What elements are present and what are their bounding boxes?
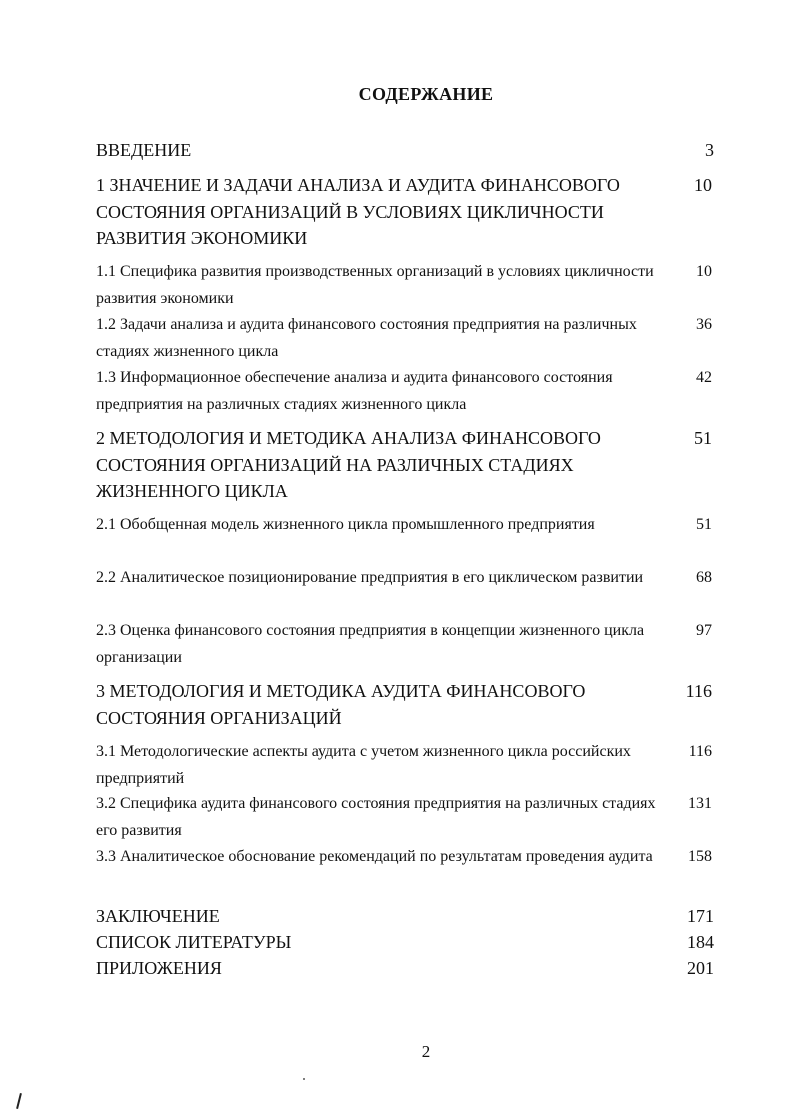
toc-entry-section-2-3 [96, 618, 726, 671]
toc-page: 184 [687, 932, 714, 952]
toc-label: 3 МЕТОДОЛОГИЯ И МЕТОДИКА АУДИТА ФИНАНСОВОГО СОСТОЯНИЯ ОРГАНИЗАЦИЙ [96, 681, 586, 728]
toc-page: 158 [688, 848, 712, 865]
toc-entry-section-3-3 [96, 844, 726, 871]
toc-page: 10 [696, 263, 712, 280]
toc-label: 1 ЗНАЧЕНИЕ И ЗАДАЧИ АНАЛИЗА И АУДИТА ФИНАНСОВОГО СОСТОЯНИЯ ОРГАНИЗАЦИЙ В УСЛОВИЯХ ЦИКЛИЧНОСТИ РАЗВИТИЯ ЭКОНОМИКИ [96, 175, 620, 248]
toc-label: ЗАКЛЮЧЕНИЕ [96, 906, 220, 926]
toc-page: 131 [688, 795, 712, 812]
toc-page: 51 [694, 428, 712, 448]
page-number: 2 [421, 1042, 431, 1061]
toc-page: 51 [696, 516, 712, 533]
toc-entry-section-1-2 [96, 312, 726, 365]
toc-page: 68 [696, 569, 712, 586]
toc-page: 10 [694, 175, 712, 195]
toc-entry-chapter-1 [96, 172, 726, 252]
toc-page: 97 [696, 622, 712, 639]
page-title: СОДЕРЖАНИЕ [358, 84, 494, 104]
toc-page: 201 [687, 958, 714, 978]
toc-entry-conclusion [96, 903, 726, 929]
toc-page: 171 [687, 906, 714, 926]
toc-page: 3 [705, 140, 714, 160]
toc-label: ПРИЛОЖЕНИЯ [96, 958, 222, 978]
scan-speck [303, 1078, 305, 1080]
toc-entry-section-1-1 [96, 259, 726, 312]
toc-label: ВВЕДЕНИЕ [96, 140, 192, 160]
toc-page: 116 [688, 743, 712, 760]
toc-page: 36 [696, 316, 712, 333]
toc-entry-section-2-1 [96, 512, 726, 539]
toc-entry-chapter-2 [96, 425, 726, 505]
toc-entry-appendices [96, 955, 726, 981]
toc-entry-references [96, 929, 726, 955]
toc-label: 2.3 Оценка финансового состояния предприятия в концепции жизненного цикла организации [96, 622, 645, 666]
toc-entry-section-1-3 [96, 365, 726, 418]
scan-corner-mark [16, 1093, 22, 1109]
toc-label: СПИСОК ЛИТЕРАТУРЫ [96, 932, 292, 952]
toc-entry-chapter-3 [96, 678, 726, 731]
toc-page: 42 [696, 369, 712, 386]
toc-page: 116 [685, 681, 712, 701]
toc-entry-section-3-2 [96, 791, 726, 844]
toc-label: 1.3 Информационное обеспечение анализа и аудита финансового состояния предприятия на различных стадиях жизненного цикла [96, 369, 613, 413]
toc-entry-section-3-1 [96, 739, 726, 792]
toc-label: 3.3 Аналитическое обоснование рекомендаций по результатам проведения аудита [96, 848, 653, 865]
toc-label: 2.2 Аналитическое позиционирование предприятия в его циклическом развитии [96, 569, 644, 586]
toc-label: 2.1 Обобщенная модель жизненного цикла промышленного предприятия [96, 516, 595, 533]
toc-entry-section-2-2 [96, 565, 726, 592]
toc-entry-introduction [96, 137, 726, 163]
toc-label: 1.2 Задачи анализа и аудита финансового состояния предприятия на различных стадиях жизненного цикла [96, 316, 637, 360]
toc-label: 3.2 Специфика аудита финансового состояния предприятия на различных стадиях его развития [96, 795, 656, 839]
toc-label: 2 МЕТОДОЛОГИЯ И МЕТОДИКА АНАЛИЗА ФИНАНСОВОГО СОСТОЯНИЯ ОРГАНИЗАЦИЙ НА РАЗЛИЧНЫХ СТАДИЯХ ЖИЗНЕННОГО ЦИКЛА [96, 428, 601, 501]
toc-label: 3.1 Методологические аспекты аудита с учетом жизненного цикла российских предприятий [96, 743, 631, 787]
toc-label: 1.1 Специфика развития производственных организаций в условиях цикличности развития экономики [96, 263, 654, 307]
